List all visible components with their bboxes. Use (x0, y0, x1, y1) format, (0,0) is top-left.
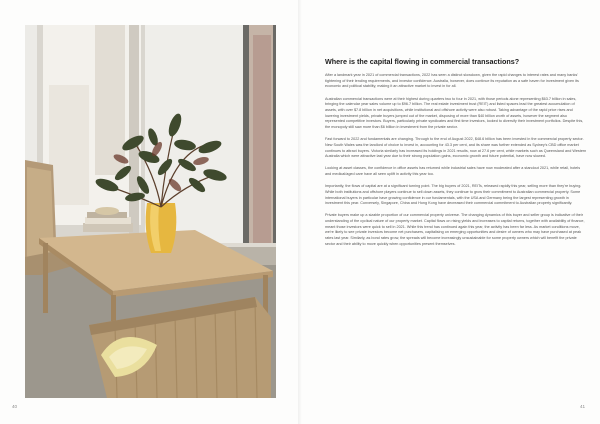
page-number-left: 40 (12, 404, 18, 409)
article-paragraph: Fast forward to 2022 and fundamentals are changing. Through to the end of August 2022, $48.6 billion has been invested in the commercial property sector. New South Wales was the landlord of choice to invest in, accounting for 43.3 per cent, and its share was further extended as Sydney's CBD office market continues to attract buyers. Victoria similarly has increased its holdings in 2021 results, now at 27.6 per cent, while markets such as Queensland and Western Australia which were attractive last year due to their strong population gains, economic growth and future potential, have now slowed. (325, 137, 587, 159)
interior-photo-icon (25, 25, 276, 398)
page-number-right: 41 (580, 404, 586, 409)
article-heading: Where is the capital flowing in commercial transactions? (325, 57, 520, 66)
interior-photo (25, 25, 276, 398)
article-paragraph: Australian commercial transactions were at their highest during quarters two to four in 2021, with those periods alone representing $63.7 billion in sales, bringing the calendar year sales volume up to $96.7 billion. The real estate investment trust (REIT) and listed spaces lead the greatest accumulation of assets, with over $7.8 billion in net acquisitions, while institutional and offshore activity were also robust. Taking advantage of the rapid price rises and lowering investment yields, private buyers jumped out of the market, disposing of more than $40 billion worth of assets, however the segment also represented competitive investors. Buyers, particularly private syndicates and first time investors, looked to diversify their investment portfolios. Despite this, the monopoly still saw more than $6 billion in investment from the private sector. (325, 96, 584, 130)
article-body (325, 73, 587, 254)
article-paragraph: Looking at asset classes, the confidence in office assets has returned while industrial sales have now moderated after a standout 2021, while retail, hotels and medical/aged care have all seen uplift in activity this year too. (325, 166, 581, 177)
article-paragraph: After a landmark year in 2021 of commercial transactions, 2022 has seen a distinct slowdown, given the rapid changes to interest rates and many banks' tightening of their lending requirements, and investor confidence. Australia, however, does continue its reputation as a safe haven for investment given its economic and political stability, making it an attractive market to invest in for all. (325, 73, 579, 89)
page-gutter (298, 0, 302, 424)
article-paragraph: Private buyers make up a sizable proportion of our commercial property universe. The changing dynamics of this buyer and seller group is indicative of their understanding of the cyclical nature of our property market. Capital flows on rising yields and increases to capital returns, together with availability of finance, meant those investors were quick to sell in 2021. While this trend has continued again this year, the activity has been far less. As market conditions move, we're likely to see private investors become net purchasers, capitalising on emerging opportunities and desire of owners who may have purchased at peak rates last year. Similarly, as bond rates grow, the spreads will become increasingly unsustainable for some property owners which will benefit the private sector and their ability to move quickly when opportunities present themselves. (325, 213, 585, 246)
article-paragraph: Importantly, the flows of capital are at a significant turning point. The big buyers of 2021, REITs, released rapidly this year, selling more than they're buying. While both institutions and offshore players continue to sell down assets, they continue to grow their commitment to Australian commercial property. Some international buyers in particular have growing confidence in our fundamentals, with the USA and Germany being the largest representing growth in investment this year. Conversely, Singapore, China and Hong Kong have decreased their commercial commitment to Australian property significantly. (325, 184, 582, 206)
